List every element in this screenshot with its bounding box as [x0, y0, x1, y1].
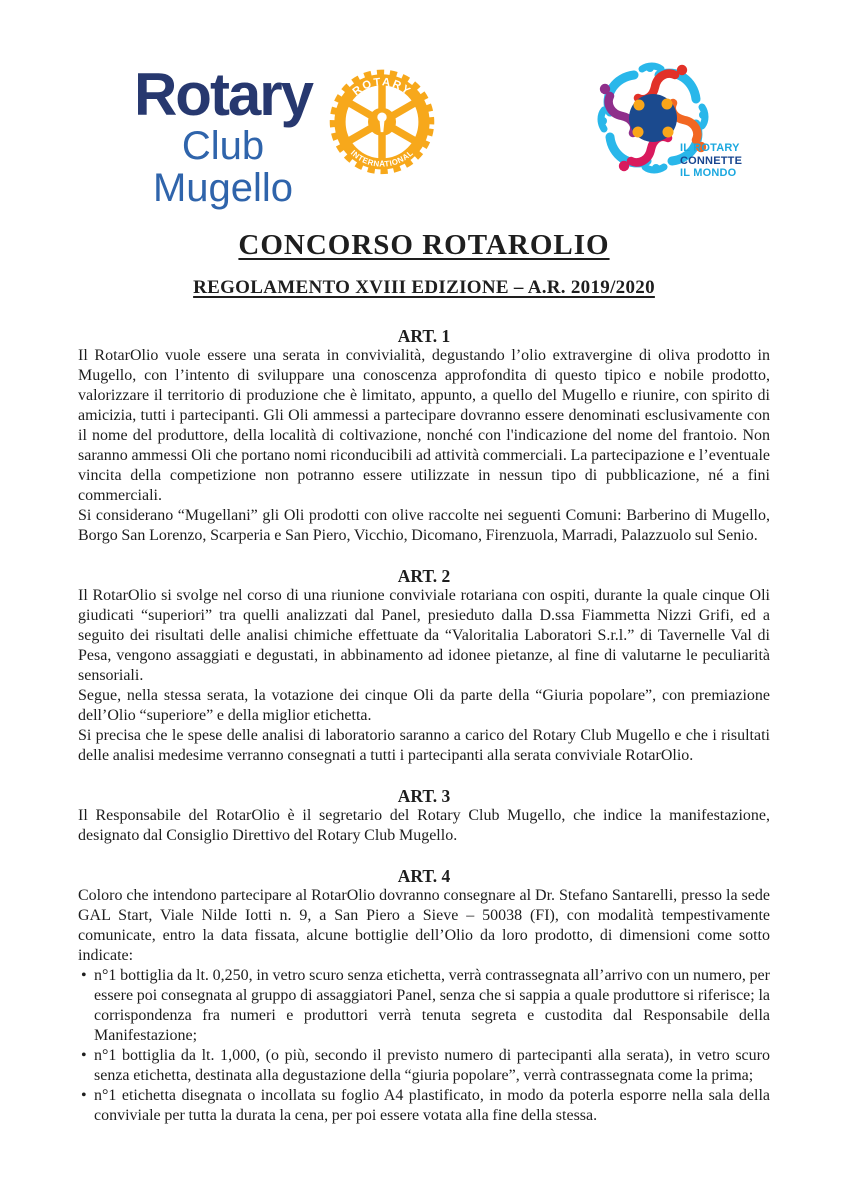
- article-1: [78, 326, 770, 546]
- wheel-top-label: ROTARY: [350, 76, 414, 99]
- article-1-paragraph: Si considerano “Mugellani” gli Oli prodotti con olive raccolte nei seguenti Comuni: Barberino di Mugello, Borgo San Lorenzo, Scarperia e San Piero, Vicchio, Dicomano, Firenzuola, Marradi, Palazzuolo sul Senio.: [78, 507, 770, 544]
- bullet-item: • n°1 etichetta disegnata o incollata su foglio A4 plastificato, in modo da poterla esporre nella sala della conviviale per tutta la durata la cena, per poi essere votata alla fine della stessa.: [94, 1086, 770, 1126]
- article-4-bullet-list: [78, 966, 770, 1126]
- bullet-item: • n°1 bottiglia da lt. 0,250, in vetro scuro senza etichetta, verrà contrassegnata all’arrivo con un numero, per essere poi consegnata al gruppo di assaggiatori Panel, senza che si sappia a quale produttore si riferisce; la corrispondenza fra numeri e produttori verrà tenuta segreta e custodita dal Responsabile della Manifestazione;: [94, 966, 770, 1046]
- rotary-wordmark: Rotary: [133, 61, 313, 128]
- article-2-heading: ART. 2: [397, 566, 451, 586]
- bullet-item: • n°1 bottiglia da lt. 1,000, (o più, secondo il previsto numero di partecipanti alla serata), in vetro scuro senza etichetta, destinata alla degustazione della “giuria popolare”, verrà contrassegnata come la prima;: [94, 1046, 770, 1086]
- article-2: [78, 566, 770, 766]
- rotary-wheel-icon: [326, 60, 438, 180]
- rotary-theme-logo: [586, 58, 766, 193]
- document-body: [78, 230, 770, 1126]
- page-subtitle: REGOLAMENTO XVIII EDIZIONE – A.R. 2019/2020: [193, 277, 655, 298]
- theme-motto-line1: IL ROTARY: [680, 142, 740, 154]
- theme-motto-line3: IL MONDO: [680, 167, 737, 179]
- article-1-paragraph: Il RotarOlio vuole essere una serata in convivialità, degustando l’olio extravergine di oliva prodotto in Mugello, con l’intento di sviluppare una conoscenza approfondita di questo tipico e nobile prodotto, valorizzare il territorio di produzione che è limitato, appunto, a quello del Mugello e riunire, con spirito di amicizia, tutti i partecipanti. Gli Oli ammessi a partecipare dovranno essere denominati esclusivamente con il nome del produttore, della località di coltivazione, nonché con l'indicazione del nome del frantoio. Non saranno ammessi Oli che portano nomi riconducibili ad attività commerciali. La partecipazione e l’eventuale vincita della competizione non potranno essere utilizzate in nessun tipo di pubblicazione, né a fini commerciali.: [78, 347, 770, 504]
- article-4-paragraph: Coloro che intendono partecipare al RotarOlio dovranno consegnare al Dr. Stefano Santarelli, presso la sede GAL Start, Viale Nilde Iotti n. 9, a San Piero a Sieve – 50038 (FI), con modalità tempestivamente comunicate, entro la data fissata, alcune bottiglie dell’Olio da loro prodotto, di dimensioni come sotto indicate:: [78, 887, 770, 964]
- rotary-club-mugello-logo: [108, 61, 338, 210]
- article-1-heading: ART. 1: [397, 326, 451, 346]
- article-2-paragraph: Il RotarOlio si svolge nel corso di una riunione conviviale rotariana con ospiti, durante la quale cinque Oli giudicati “superiori” tra quelli analizzati dal Panel, presieduto dalla D.ssa Fiammetta Nizzi Grifi, ed a seguito dei risultati delle analisi chimiche effettuate da “Valoritalia Laboratori S.r.l.” di Tavernelle Val di Pesa, vengono assaggiati e degustati, in abbinamento ad idonee pietanze, al fine di valutarne le peculiarità sensoriali.: [78, 587, 770, 684]
- article-4-heading: ART. 4: [397, 866, 451, 886]
- page-title: CONCORSO ROTAROLIO: [238, 229, 610, 261]
- article-4: [78, 866, 770, 1126]
- club-mugello-wordmark: Club Mugello: [152, 124, 294, 210]
- article-3-heading: ART. 3: [397, 786, 451, 806]
- theme-motto: [680, 142, 742, 180]
- wheel-bottom-label: INTERNATIONAL: [348, 148, 416, 169]
- article-2-paragraph: Segue, nella stessa serata, la votazione dei cinque Oli da parte della “Giuria popolare”, con premiazione dell’Olio “superiore” e della miglior etichetta.: [78, 687, 770, 724]
- article-2-paragraph: Si precisa che le spese delle analisi di laboratorio saranno a carico del Rotary Club Mugello e che i risultati delle analisi medesime verranno consegnati a tutti i partecipanti alla serata conviviale RotarOlio.: [78, 727, 770, 764]
- article-3: [78, 786, 770, 846]
- article-3-paragraph: Il Responsabile del RotarOlio è il segretario del Rotary Club Mugello, che indice la manifestazione, designato dal Consiglio Direttivo del Rotary Club Mugello.: [78, 807, 770, 844]
- theme-motto-line2: CONNETTE: [680, 154, 743, 167]
